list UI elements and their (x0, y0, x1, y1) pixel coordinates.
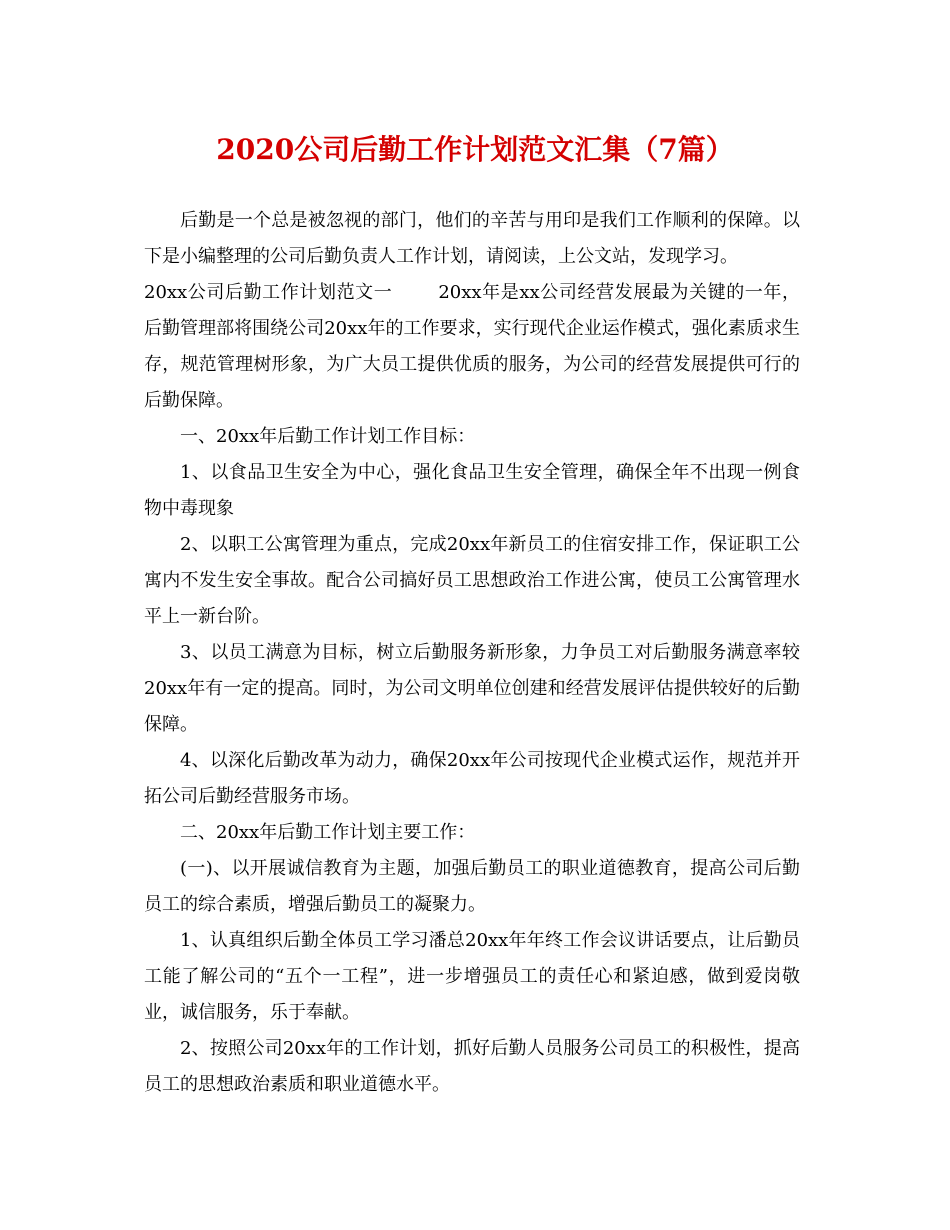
sample-heading: 20xx公司后勤工作计划范文一 (144, 282, 393, 303)
section-paragraph (144, 275, 800, 419)
section-heading-goals: 一、20xx年后勤工作计划工作目标： (180, 426, 476, 447)
goal-item-2: 2、以职工公寓管理为重点，完成20xx年新员工的住宿安排工作，保证职工公寓内不发生安全事故。配合公司搞好员工思想政治工作进公寓，使员工公寓管理水平上一新台阶。 (144, 534, 800, 627)
task-item-1: 1、认真组织后勤全体员工学习潘总20xx年年终工作会议讲话要点，让后勤员工能了解公司的“五个一工程”，进一步增强员工的责任心和紧迫感，做到爱岗敬业，诚信服务，乐于奉献。 (144, 930, 800, 1023)
goal-item-4: 4、以深化后勤改革为动力，确保20xx年公司按现代企业模式运作，规范并开拓公司后勤经营服务市场。 (144, 750, 800, 807)
goal-item-3: 3、以员工满意为目标，树立后勤服务新形象，力争员工对后勤服务满意率较20xx年有一定的提高。同时，为公司文明单位创建和经营发展评估提供较好的后勤保障。 (144, 642, 800, 735)
document-title: 2020公司后勤工作计划范文汇集（7篇） (216, 133, 734, 166)
goal-item-1: 1、以食品卫生安全为中心，强化食品卫生安全管理，确保全年不出现一例食物中毒现象 (144, 462, 800, 519)
document-body (144, 203, 800, 1103)
task-subheading-1: (一)、以开展诚信教育为主题，加强后勤员工的职业道德教育，提高公司后勤员工的综合素质，增强后勤员工的凝聚力。 (144, 858, 800, 915)
intro-paragraph: 后勤是一个总是被忽视的部门，他们的辛苦与用印是我们工作顺利的保障。以下是小编整理的公司后勤负责人工作计划，请阅读，上公文站，发现学习。 (144, 210, 800, 267)
section-heading-tasks: 二、20xx年后勤工作计划主要工作： (180, 822, 476, 843)
sample-intro: 20xx年是xx公司经营发展最为关键的一年，后勤管理部将围绕公司20xx年的工作要求，实行现代企业运作模式，强化素质求生存，规范管理树形象，为广大员工提供优质的服务，为公司的经营发展提供可行的后勤保障。 (144, 282, 800, 411)
task-item-2: 2、按照公司20xx年的工作计划，抓好后勤人员服务公司员工的积极性，提高员工的思想政治素质和职业道德水平。 (144, 1038, 800, 1095)
